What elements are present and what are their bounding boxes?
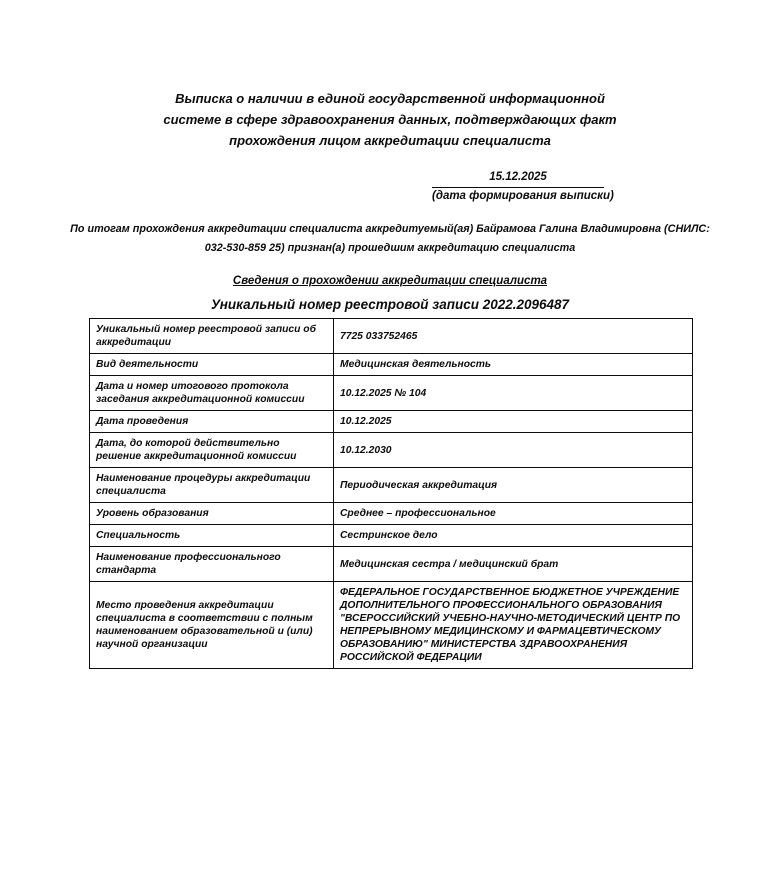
- row-label: Уникальный номер реестровой записи об аккредитации: [90, 319, 334, 354]
- accreditation-table: [89, 318, 693, 669]
- row-label: Наименование профессионального стандарта: [90, 547, 334, 582]
- row-label: Уровень образования: [90, 503, 334, 525]
- row-label: Дата проведения: [90, 411, 334, 433]
- table-row: [90, 411, 693, 433]
- formation-date-block: [432, 170, 614, 204]
- row-label: Дата и номер итогового протокола заседания аккредитационной комиссии: [90, 376, 334, 411]
- row-value: Среднее – профессиональное: [334, 503, 693, 525]
- row-value: Медицинская деятельность: [334, 354, 693, 376]
- row-label: Место проведения аккредитации специалиста в соответствии с полным наименованием образовательной и (или) научной организации: [90, 582, 334, 669]
- row-label: Дата, до которой действительно решение аккредитационной комиссии: [90, 433, 334, 468]
- page-title: Выписка о наличии в единой государственной информационной системе в сфере здравоохранения данных, подтверждающих факт прохождения лицом аккредитации специалиста: [163, 91, 617, 148]
- table-row: [90, 547, 693, 582]
- formation-date-caption: (дата формирования выписки): [432, 190, 614, 202]
- formation-date: 15.12.2025: [432, 170, 604, 188]
- row-label: Специальность: [90, 525, 334, 547]
- table-row: [90, 354, 693, 376]
- row-value: Сестринское дело: [334, 525, 693, 547]
- intro-paragraph: По итогам прохождения аккредитации специалиста аккредитуемый(ая) Байрамова Галина Владимировна (СНИЛС: 032-530-859 25) признан(а) прошедшим аккредитацию специалиста: [70, 223, 710, 254]
- table-row: [90, 468, 693, 503]
- table-row: [90, 433, 693, 468]
- table-row: [90, 319, 693, 354]
- section-heading: Сведения о прохождении аккредитации специалиста: [232, 275, 548, 287]
- table-row: [90, 582, 693, 669]
- row-value: ФЕДЕРАЛЬНОЕ ГОСУДАРСТВЕННОЕ БЮДЖЕТНОЕ УЧРЕЖДЕНИЕ ДОПОЛНИТЕЛЬНОГО ПРОФЕССИОНАЛЬНОГО ОБРАЗОВАНИЯ "ВСЕРОССИЙСКИЙ УЧЕБНО-НАУЧНО-МЕТОДИЧЕСКИЙ ЦЕНТР ПО НЕПРЕРЫВНОМУ МЕДИЦИНСКОМУ И ФАРМАЦЕВТИЧЕСКОМУ ОБРАЗОВАНИЮ" МИНИСТЕРСТВА ЗДРАВООХРАНЕНИЯ РОССИЙСКОЙ ФЕДЕРАЦИИ: [334, 582, 693, 669]
- row-label: Вид деятельности: [90, 354, 334, 376]
- row-value: 10.12.2025: [334, 411, 693, 433]
- row-label: Наименование процедуры аккредитации специалиста: [90, 468, 334, 503]
- table-row: [90, 376, 693, 411]
- row-value: Медицинская сестра / медицинский брат: [334, 547, 693, 582]
- table-row: [90, 525, 693, 547]
- row-value: Периодическая аккредитация: [334, 468, 693, 503]
- row-value: 10.12.2025 № 104: [334, 376, 693, 411]
- row-value: 7725 033752465: [334, 319, 693, 354]
- row-value: 10.12.2030: [334, 433, 693, 468]
- table-row: [90, 503, 693, 525]
- registry-number-heading: Уникальный номер реестровой записи 2022.2096487: [210, 297, 570, 312]
